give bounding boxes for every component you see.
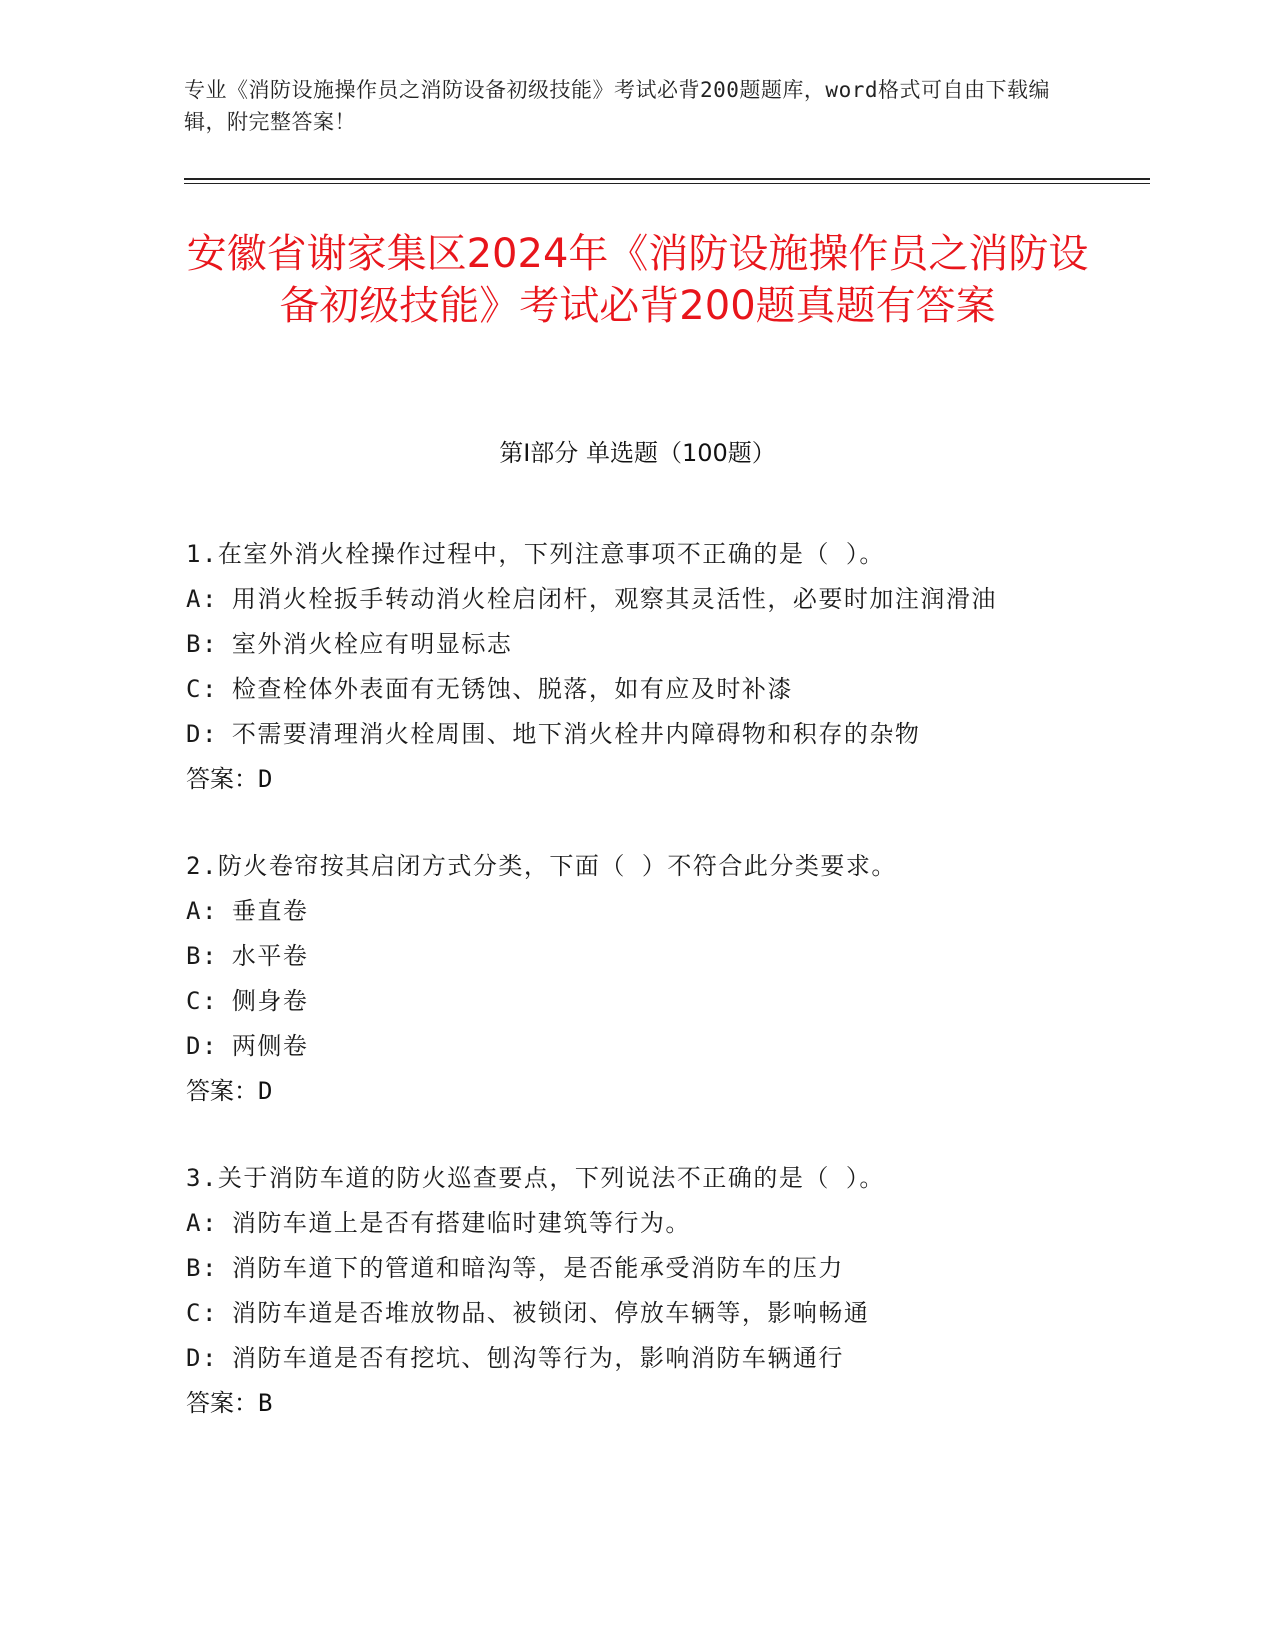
answer-line xyxy=(186,1069,1086,1114)
answer-value: D xyxy=(258,765,273,793)
header-note: 专业《消防设施操作员之消防设备初级技能》考试必背200题题库，word格式可自由下载编辑，附完整答案！ xyxy=(184,78,1050,134)
option-label: D: xyxy=(186,1344,218,1372)
section-heading: 第Ⅰ部分 单选题（100题） xyxy=(499,439,776,467)
option-text: 用消火栓扳手转动消火栓启闭杆，观察其灵活性，必要时加注润滑油 xyxy=(231,585,997,613)
option-d xyxy=(186,1024,1086,1069)
option-text: 消防车道是否堆放物品、被锁闭、停放车辆等，影响畅通 xyxy=(231,1299,870,1327)
option-label: C: xyxy=(186,675,218,703)
question-3 xyxy=(186,1156,1086,1426)
option-c xyxy=(186,1291,1086,1336)
option-label: B: xyxy=(186,942,218,970)
option-a xyxy=(186,1201,1086,1246)
option-text: 检查栓体外表面有无锈蚀、脱落，如有应及时补漆 xyxy=(231,675,793,703)
option-text: 室外消火栓应有明显标志 xyxy=(231,630,513,658)
question-1 xyxy=(186,532,1086,802)
option-label: A: xyxy=(186,897,218,925)
option-text: 侧身卷 xyxy=(231,987,309,1015)
answer-value: D xyxy=(258,1077,273,1105)
question-stem: 2.防火卷帘按其启闭方式分类，下面（ ）不符合此分类要求。 xyxy=(186,852,897,880)
question-stem: 3.关于消防车道的防火巡查要点，下列说法不正确的是（ ）。 xyxy=(186,1164,885,1192)
header-divider-thin xyxy=(184,183,1150,184)
option-c xyxy=(186,667,1086,712)
option-a xyxy=(186,577,1086,622)
option-d xyxy=(186,1336,1086,1381)
option-label: A: xyxy=(186,1209,218,1237)
question-list xyxy=(186,532,1086,1468)
option-label: B: xyxy=(186,1254,218,1282)
answer-value: B xyxy=(258,1389,273,1417)
option-text: 消防车道是否有挖坑、刨沟等行为，影响消防车辆通行 xyxy=(231,1344,844,1372)
option-text: 水平卷 xyxy=(231,942,309,970)
option-label: B: xyxy=(186,630,218,658)
answer-line xyxy=(186,1381,1086,1426)
option-label: C: xyxy=(186,1299,218,1327)
header-divider-thick xyxy=(184,178,1150,180)
answer-label: 答案： xyxy=(186,765,258,793)
option-text: 消防车道下的管道和暗沟等，是否能承受消防车的压力 xyxy=(231,1254,844,1282)
option-text: 垂直卷 xyxy=(231,897,309,925)
answer-label: 答案： xyxy=(186,1389,258,1417)
option-b xyxy=(186,622,1086,667)
option-label: C: xyxy=(186,987,218,1015)
option-b xyxy=(186,1246,1086,1291)
option-a xyxy=(186,889,1086,934)
option-text: 消防车道上是否有搭建临时建筑等行为。 xyxy=(231,1209,691,1237)
question-stem: 1.在室外消火栓操作过程中，下列注意事项不正确的是（ ）。 xyxy=(186,540,885,568)
document-title: 安徽省谢家集区2024年《消防设施操作员之消防设备初级技能》考试必背200题真题有答案 xyxy=(186,231,1089,329)
option-label: A: xyxy=(186,585,218,613)
option-label: D: xyxy=(186,1032,218,1060)
option-c xyxy=(186,979,1086,1024)
option-d xyxy=(186,712,1086,757)
option-b xyxy=(186,934,1086,979)
answer-label: 答案： xyxy=(186,1077,258,1105)
question-2 xyxy=(186,844,1086,1114)
answer-line xyxy=(186,757,1086,802)
option-label: D: xyxy=(186,720,218,748)
option-text: 两侧卷 xyxy=(231,1032,309,1060)
option-text: 不需要清理消火栓周围、地下消火栓井内障碍物和积存的杂物 xyxy=(231,720,921,748)
